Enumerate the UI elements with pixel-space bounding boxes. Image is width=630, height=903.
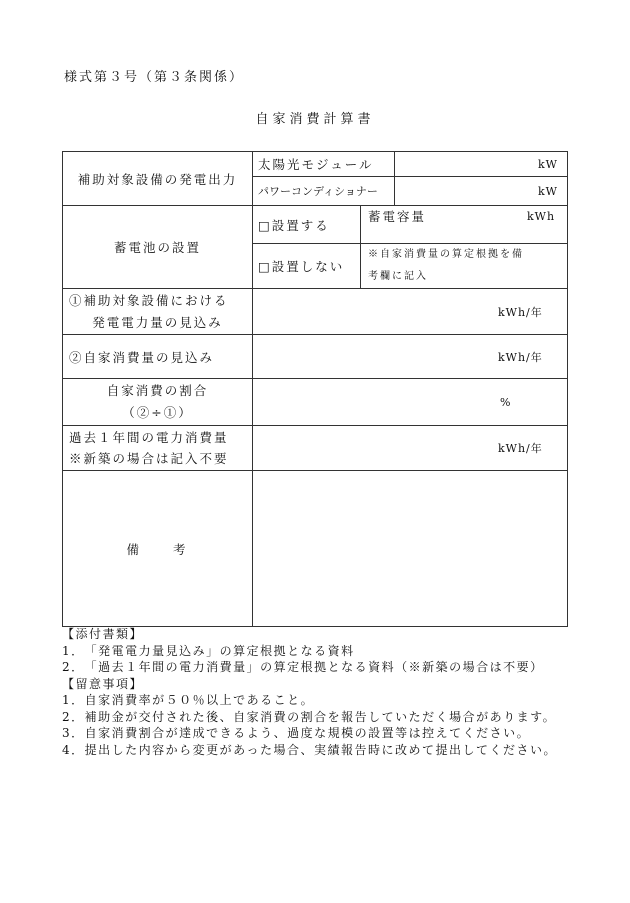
notice-item [62, 709, 572, 726]
notice-item [62, 742, 572, 759]
ratio-unit: % [500, 395, 512, 409]
generation-label-line1: ①補助対象設備における [69, 292, 229, 308]
column-divider [360, 205, 361, 289]
install-no-note-line1: ※自家消費量の算定根拠を備 [368, 249, 524, 260]
power-conditioner-unit: kW [538, 184, 558, 198]
capacity-label: 蓄電容量 [368, 209, 427, 224]
past-usage-unit: kWh/年 [498, 442, 543, 455]
ratio-label [63, 379, 252, 425]
install-no-note-line2: 考欄に記入 [368, 271, 428, 282]
output-label: 補助対象設備の発電出力 [77, 171, 238, 187]
remarks-label: 備 考 [126, 541, 189, 557]
form-number: 様式第３号（第３条関係） [64, 70, 245, 85]
notice-item-number: 2． [62, 709, 85, 724]
notice-item-number: 3． [62, 726, 85, 740]
self-consumption-label: ②自家消費量の見込み [69, 349, 215, 365]
past-usage-label-line2: ※新築の場合は記入不要 [69, 451, 229, 466]
document-title: 自家消費計算書 [255, 112, 375, 127]
notes-section [62, 626, 572, 758]
notice-item [62, 692, 572, 709]
solar-module-label: 太陽光モジュール [258, 157, 374, 172]
notice-item [62, 725, 572, 742]
battery-label: 蓄電池の設置 [113, 240, 201, 255]
attachment-item-number: 1． [62, 643, 85, 658]
attachment-item-number: 2． [62, 660, 85, 674]
generation-unit: kWh/年 [498, 305, 543, 319]
install-yes-option[interactable]: □設置する [258, 217, 330, 233]
attachments-heading: 【添付書類】 [62, 627, 144, 641]
notice-item-number: 1． [62, 693, 85, 707]
generation-label [63, 289, 252, 334]
past-usage-label [69, 426, 252, 470]
ratio-label-line2: （②÷①） [122, 405, 193, 420]
past-usage-label-line1: 過去１年間の電力消費量 [69, 430, 229, 445]
attachment-item-text: 「過去１年間の電力消費量」の算定根拠となる資料（※新築の場合は不要） [84, 660, 544, 674]
notice-item-text: 提出した内容から変更があった場合、実績報告時に改めて提出してください。 [84, 742, 558, 757]
ratio-label-line1: 自家消費の割合 [106, 383, 209, 398]
generation-label-line2: 発電電力量の見込み [92, 314, 223, 330]
notices-heading: 【留意事項】 [62, 676, 144, 691]
power-conditioner-label: パワーコンディショナー [258, 185, 378, 198]
capacity-unit: kWh [527, 209, 556, 223]
attachment-item [62, 643, 572, 660]
self-consumption-unit: kWh/年 [498, 350, 543, 364]
install-no-option[interactable]: □設置しない [258, 259, 345, 274]
solar-module-unit: kW [538, 157, 558, 171]
notice-item-number: 4． [62, 742, 85, 757]
notice-item-text: 自家消費割合が達成できるよう、過度な規模の設置等は控えてください。 [84, 726, 531, 740]
notice-item-text: 補助金が交付された後、自家消費の割合を報告していただく場合があります。 [84, 709, 557, 724]
attachment-item [62, 659, 572, 676]
attachment-item-text: 「発電電力量見込み」の算定根拠となる資料 [84, 643, 355, 658]
remarks-input-area[interactable] [253, 471, 567, 626]
table-border-right [567, 151, 568, 627]
install-no-note [368, 244, 564, 288]
notice-item-text: 自家消費率が５０％以上であること。 [84, 693, 315, 707]
